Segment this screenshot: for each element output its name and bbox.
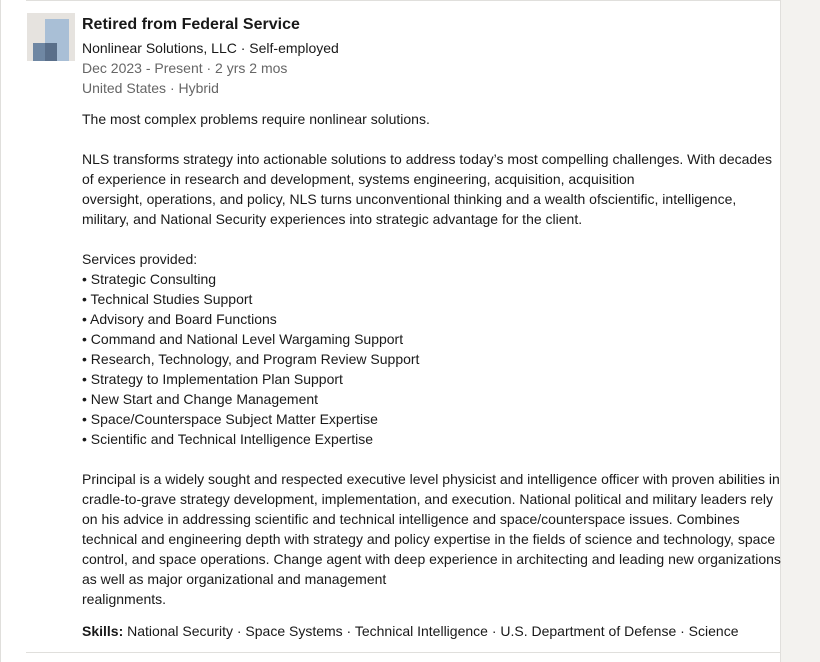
description <box>82 109 782 609</box>
principal-line: on his advice in addressing scientific and technical intelligence and space/counterspace issues. Combines <box>82 511 740 527</box>
principal-line: Principal is a widely sought and respected executive level physicist and intelligence officer with proven abilities in <box>82 471 780 487</box>
bottom-divider <box>26 652 780 653</box>
service-item: • Technical Studies Support <box>82 291 253 307</box>
principal-line: as well as major organizational and management <box>82 571 387 587</box>
logo-shape-mid <box>45 43 57 61</box>
company-line[interactable]: Nonlinear Solutions, LLC · Self-employed <box>82 40 339 56</box>
experience-content <box>82 14 782 641</box>
skills-row[interactable] <box>82 621 782 641</box>
service-item: • Scientific and Technical Intelligence Expertise <box>82 431 374 447</box>
intro-line: military, and National Security experiences into strategic advantage for the client. <box>82 211 583 227</box>
skills-label: Skills: <box>82 623 124 639</box>
tagline: The most complex problems require nonlinear solutions. <box>82 111 430 127</box>
service-item: • Command and National Level Wargaming Support <box>82 331 404 347</box>
principal-line: technical and engineering depth with strategy and policy expertise in the fields of science and technology, space <box>82 531 776 547</box>
principal-line: realignments. <box>82 591 167 607</box>
top-divider <box>26 0 780 1</box>
services-heading: Services provided: <box>82 251 198 267</box>
principal-line: control, and space operations. Change agent with deep experience in architecting and leading new organizations <box>82 551 781 567</box>
location: United States · Hybrid <box>82 80 219 96</box>
position-title: Retired from Federal Service <box>82 16 300 33</box>
service-item: • Strategy to Implementation Plan Support <box>82 371 343 387</box>
company-logo-icon[interactable] <box>27 13 75 61</box>
service-item: • Advisory and Board Functions <box>82 311 277 327</box>
principal-line: cradle-to-grave strategy development, implementation, and execution. National political and military leaders rely <box>82 491 774 507</box>
intro-line: of experience in research and development, systems engineering, acquisition, acquisition <box>82 171 635 187</box>
service-item: • New Start and Change Management <box>82 391 319 407</box>
intro-line: NLS transforms strategy into actionable solutions to address today’s most compelling challenges. With decades <box>82 151 772 167</box>
service-item: • Research, Technology, and Program Review Support <box>82 351 420 367</box>
intro-line: oversight, operations, and policy, NLS turns unconventional thinking and a wealth ofscientific, intelligence, <box>82 191 737 207</box>
date-range: Dec 2023 - Present · 2 yrs 2 mos <box>82 60 288 76</box>
skills-list: National Security · Space Systems · Technical Intelligence · U.S. Department of Defense · Science <box>127 623 739 639</box>
service-item: • Space/Counterspace Subject Matter Expertise <box>82 411 378 427</box>
service-item: • Strategic Consulting <box>82 271 217 287</box>
